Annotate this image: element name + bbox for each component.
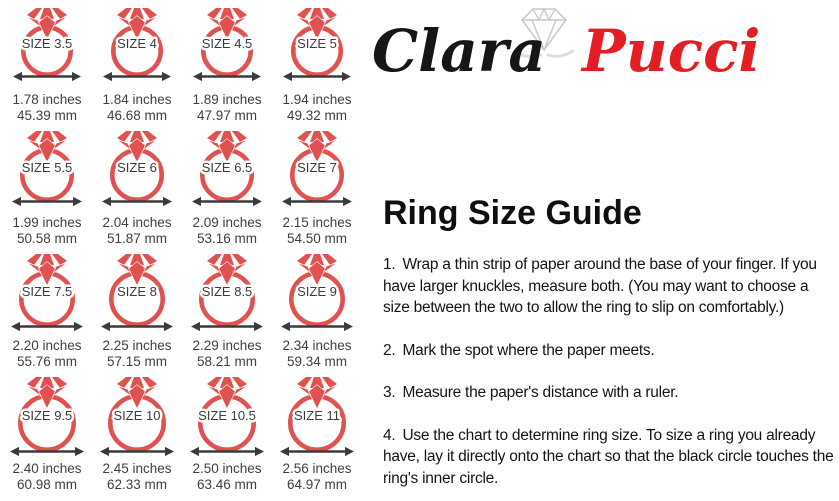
step-text: Mark the spot where the paper meets. <box>402 341 655 359</box>
inches-value: 2.09 inches <box>192 215 262 230</box>
ring-size-label: SIZE 8.5 <box>201 284 253 299</box>
brand-logo <box>372 4 834 104</box>
ring-size-label: SIZE 10 <box>113 408 161 423</box>
mm-value: 53.16 mm <box>196 231 258 246</box>
guide-section <box>383 194 835 501</box>
ring-size-cell <box>182 376 272 499</box>
ring-icon <box>182 253 272 335</box>
ring-icon <box>92 253 182 335</box>
inches-value: 1.89 inches <box>192 92 262 107</box>
mm-value: 46.68 mm <box>106 108 168 123</box>
step-text: Measure the paper's distance with a ruler. <box>402 384 679 401</box>
step-text: Wrap a thin strip of paper around the base of your finger. If you have larger knuckles, measure both. (You may want to choose a size between the two to allow the ring to slip on comfortably.) <box>383 256 817 316</box>
inches-value: 2.50 inches <box>192 461 262 476</box>
ring-size-label: SIZE 9.5 <box>21 408 73 423</box>
ring-size-cell <box>92 253 182 376</box>
ring-size-label: SIZE 6.5 <box>201 160 253 175</box>
inches-value: 1.78 inches <box>12 92 82 107</box>
ring-size-label: SIZE 4 <box>117 36 157 51</box>
ring-size-label: SIZE 7 <box>297 160 337 175</box>
mm-value: 57.15 mm <box>106 354 168 369</box>
ring-icon <box>272 130 362 212</box>
step-number: 3. <box>383 384 396 401</box>
ring-size-cell <box>182 130 272 253</box>
ring-size-cell <box>272 7 362 130</box>
page-title: Ring Size Guide <box>383 194 642 232</box>
mm-value: 62.33 mm <box>106 477 168 492</box>
ring-icon <box>182 7 272 89</box>
ring-size-cell <box>2 376 92 499</box>
mm-value: 49.32 mm <box>286 108 348 123</box>
mm-value: 54.50 mm <box>286 231 348 246</box>
inches-value: 2.15 inches <box>282 215 352 230</box>
step-number: 2. <box>383 341 396 359</box>
ring-icon <box>2 7 92 89</box>
ring-size-label: SIZE 9 <box>297 284 337 299</box>
instruction-step-4 <box>383 425 835 490</box>
brand-name-pucci: Pucci <box>582 17 761 85</box>
ring-size-label: SIZE 11 <box>293 408 341 423</box>
mm-value: 45.39 mm <box>16 108 78 123</box>
inches-value: 2.20 inches <box>12 338 82 353</box>
ring-size-cell <box>2 130 92 253</box>
ring-icon <box>182 130 272 212</box>
ring-size-cell <box>272 130 362 253</box>
ring-icon <box>272 376 362 458</box>
mm-value: 58.21 mm <box>196 354 258 369</box>
inches-value: 2.25 inches <box>102 338 172 353</box>
ring-size-label: SIZE 10.5 <box>198 408 256 423</box>
mm-value: 64.97 mm <box>286 477 348 492</box>
mm-value: 51.87 mm <box>106 231 168 246</box>
inches-value: 2.56 inches <box>282 461 352 476</box>
ring-size-cell <box>272 253 362 376</box>
brand-name-clara: Clara <box>372 17 546 85</box>
mm-value: 55.76 mm <box>16 354 78 369</box>
ring-size-label: SIZE 7.5 <box>21 284 73 299</box>
ring-size-chart <box>2 7 362 499</box>
inches-value: 2.40 inches <box>12 461 82 476</box>
step-number: 1. <box>383 256 396 273</box>
ring-size-label: SIZE 5.5 <box>21 160 73 175</box>
ring-size-cell <box>2 253 92 376</box>
ring-icon <box>182 376 272 458</box>
ring-size-label: SIZE 5 <box>297 36 337 51</box>
ring-icon <box>2 130 92 212</box>
inches-value: 2.29 inches <box>192 338 262 353</box>
inches-value: 2.04 inches <box>102 215 172 230</box>
ring-size-cell <box>92 376 182 499</box>
ring-size-label: SIZE 6 <box>117 160 157 175</box>
mm-value: 47.97 mm <box>196 108 258 123</box>
ring-size-cell <box>182 7 272 130</box>
inches-value: 1.99 inches <box>12 215 82 230</box>
ring-icon <box>92 7 182 89</box>
inches-value: 2.45 inches <box>102 461 172 476</box>
ring-icon <box>2 253 92 335</box>
ring-size-label: SIZE 3.5 <box>21 36 73 51</box>
mm-value: 50.58 mm <box>16 231 78 246</box>
inches-value: 1.94 inches <box>282 92 352 107</box>
ring-size-cell <box>92 130 182 253</box>
inches-value: 1.84 inches <box>102 92 172 107</box>
ring-icon <box>2 376 92 458</box>
inches-value: 2.34 inches <box>282 338 352 353</box>
mm-value: 63.46 mm <box>196 477 258 492</box>
ring-icon <box>272 7 362 89</box>
ring-size-cell <box>92 7 182 130</box>
ring-icon <box>92 376 182 458</box>
mm-value: 59.34 mm <box>286 354 348 369</box>
ring-size-cell <box>272 376 362 499</box>
step-text: Use the chart to determine ring size. To size a ring you already have, lay it directly onto the chart so that the black circle touches the ring's inner circle. <box>383 426 834 487</box>
mm-value: 60.98 mm <box>16 477 78 492</box>
instruction-step-3 <box>383 382 835 404</box>
ring-size-cell <box>2 7 92 130</box>
ring-size-label: SIZE 8 <box>117 284 157 299</box>
step-number: 4. <box>383 426 396 444</box>
ring-icon <box>92 130 182 212</box>
instruction-step-2 <box>383 340 835 362</box>
instruction-step-1 <box>383 254 835 319</box>
ring-icon <box>272 253 362 335</box>
ring-size-label: SIZE 4.5 <box>201 36 253 51</box>
ring-size-cell <box>182 253 272 376</box>
